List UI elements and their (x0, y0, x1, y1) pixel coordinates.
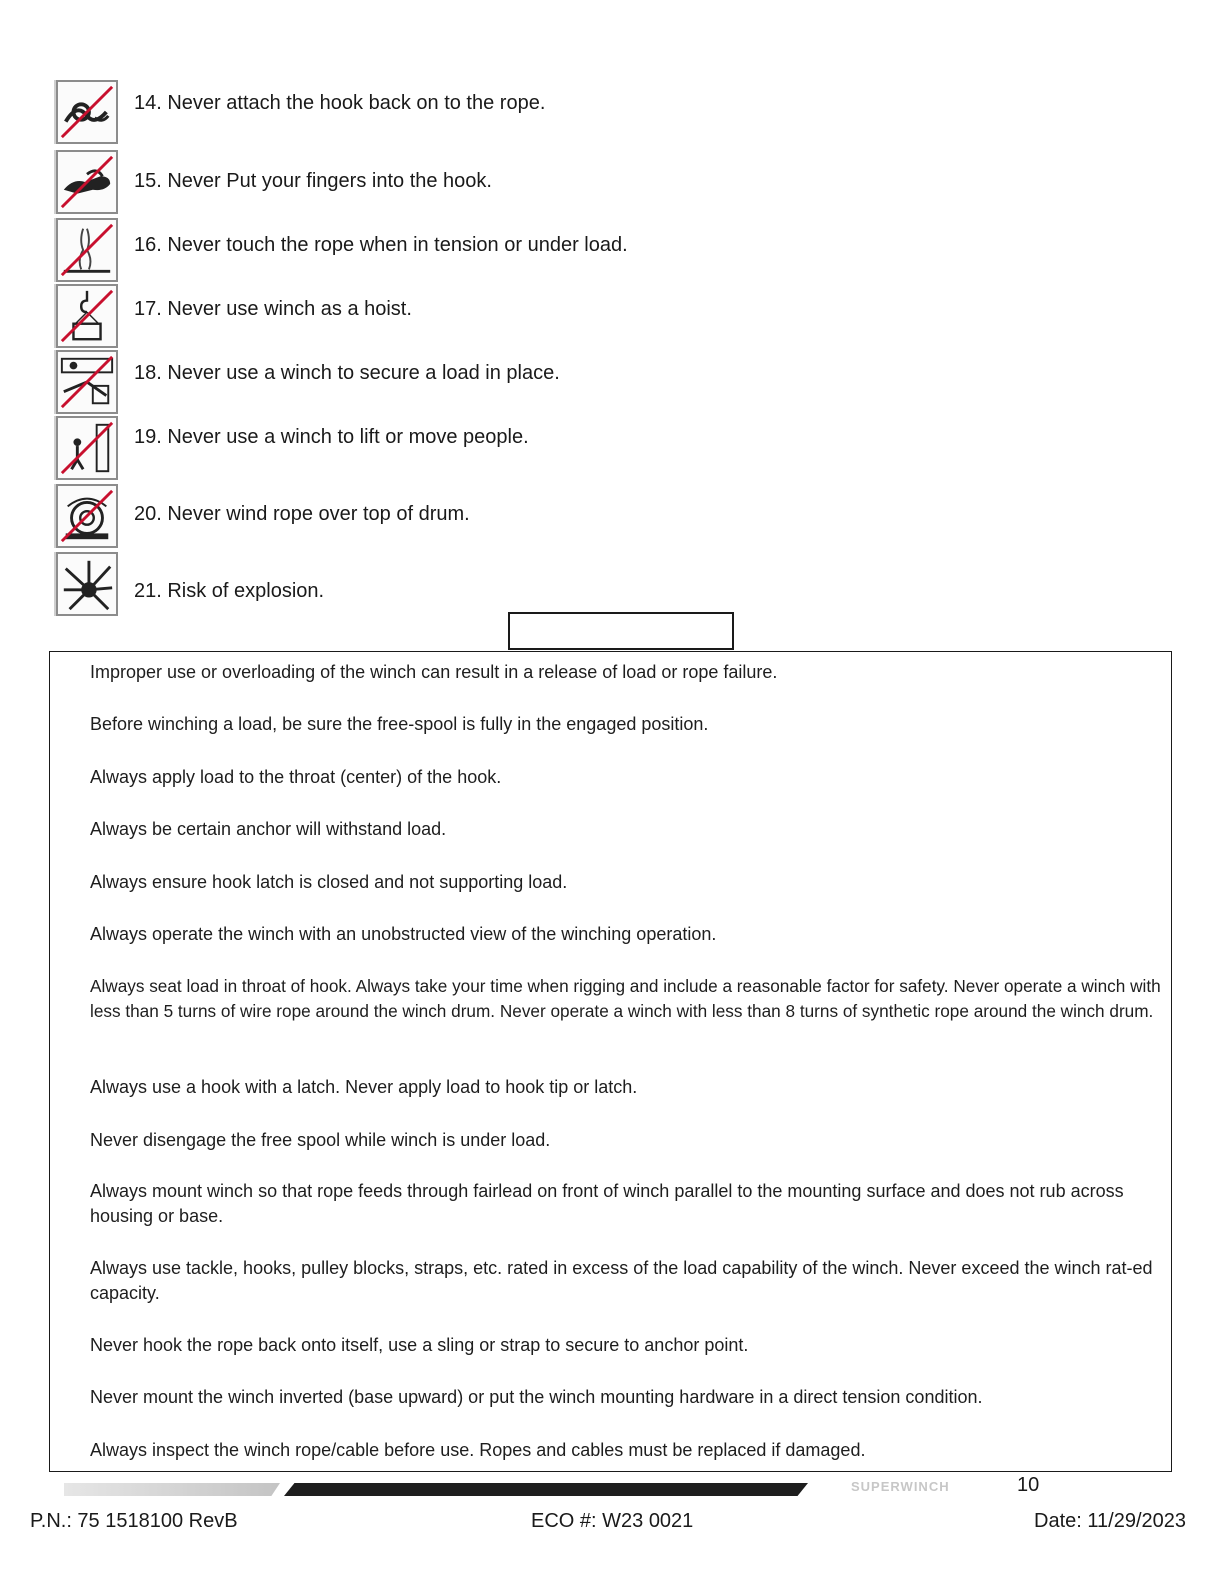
warning-item-21 (54, 552, 754, 618)
rule-item: Before winching a load, be sure the free-spool is fully in the engaged position. (90, 714, 709, 734)
rule-item: Always use a hook with a latch. Never apply load to hook tip or latch. (90, 1077, 638, 1097)
rule-item: Improper use or overloading of the winch can result in a release of load or rope failure. (90, 662, 778, 682)
rule-item: Always mount winch so that rope feeds through fairlead on front of winch parallel to the mounting surface and does not rub across housing or base. (90, 1181, 1124, 1226)
no-touch-rope-icon (56, 218, 118, 282)
part-number: P.N.: 75 1518100 RevB (30, 1510, 238, 1532)
eco-number: ECO #: W23 0021 (531, 1510, 694, 1532)
no-fingers-in-hook-icon (56, 150, 118, 214)
warning-item-17 (54, 284, 754, 350)
rule-item: Never hook the rope back onto itself, use a sling or strap to secure to anchor point. (90, 1335, 749, 1355)
warning-text: 18. Never use a winch to secure a load in place. (134, 362, 560, 384)
rule-item: Always be certain anchor will withstand load. (90, 819, 447, 839)
no-hook-to-rope-icon (56, 80, 118, 144)
warning-text: 19. Never use a winch to lift or move people. (134, 426, 529, 448)
rule-item: Always use tackle, hooks, pulley blocks, straps, etc. rated in excess of the load capability of the winch. Never exceed the winch rat-ed capacity. (90, 1258, 1153, 1303)
no-secure-load-icon (56, 350, 118, 414)
document-date: Date: 11/29/2023 (1034, 1510, 1186, 1532)
warning-item-15 (54, 150, 754, 216)
warning-item-20 (54, 484, 754, 550)
footer-bar-dark (284, 1483, 808, 1496)
warning-text: 14. Never attach the hook back on to the rope. (134, 92, 546, 114)
rule-item: Never disengage the free spool while winch is under load. (90, 1130, 551, 1150)
footer-bar-light (64, 1483, 280, 1496)
warning-text: 20. Never wind rope over top of drum. (134, 503, 470, 525)
warning-text: 16. Never touch the rope when in tension or under load. (134, 234, 628, 256)
warning-item-19 (54, 416, 754, 482)
rule-item: Always seat load in throat of hook. Always take your time when rigging and include a reasonable factor for safety. Never operate a winch with less than 5 turns of wire rope around the winch drum. Never operate a winch with less than 8 turns of synthetic rope around the winch drum. (90, 976, 1161, 1021)
warning-item-18 (54, 350, 754, 416)
rule-item: Never mount the winch inverted (base upward) or put the winch mounting hardware in a direct tension condition. (90, 1387, 983, 1407)
no-lift-people-icon (56, 416, 118, 480)
brand-logo: SUPERWINCH (851, 1479, 950, 1494)
rule-item: Always inspect the winch rope/cable before use. Ropes and cables must be replaced if damaged. (90, 1440, 866, 1460)
warning-text: 15. Never Put your fingers into the hook. (134, 170, 492, 192)
no-overwind-drum-icon (56, 484, 118, 548)
rule-item: Always ensure hook latch is closed and not supporting load. (90, 872, 568, 892)
no-hoist-icon (56, 284, 118, 348)
warning-item-16 (54, 218, 754, 284)
warning-item-14 (54, 80, 754, 146)
rule-item: Always apply load to the throat (center) of the hook. (90, 767, 502, 787)
warning-text: 17. Never use winch as a hoist. (134, 298, 412, 320)
warning-text: 21. Risk of explosion. (134, 580, 325, 602)
rule-item: Always operate the winch with an unobstructed view of the winching operation. (90, 924, 717, 944)
page-number: 10 (1017, 1474, 1040, 1496)
section-label-box (508, 612, 734, 650)
explosion-risk-icon (56, 552, 118, 616)
